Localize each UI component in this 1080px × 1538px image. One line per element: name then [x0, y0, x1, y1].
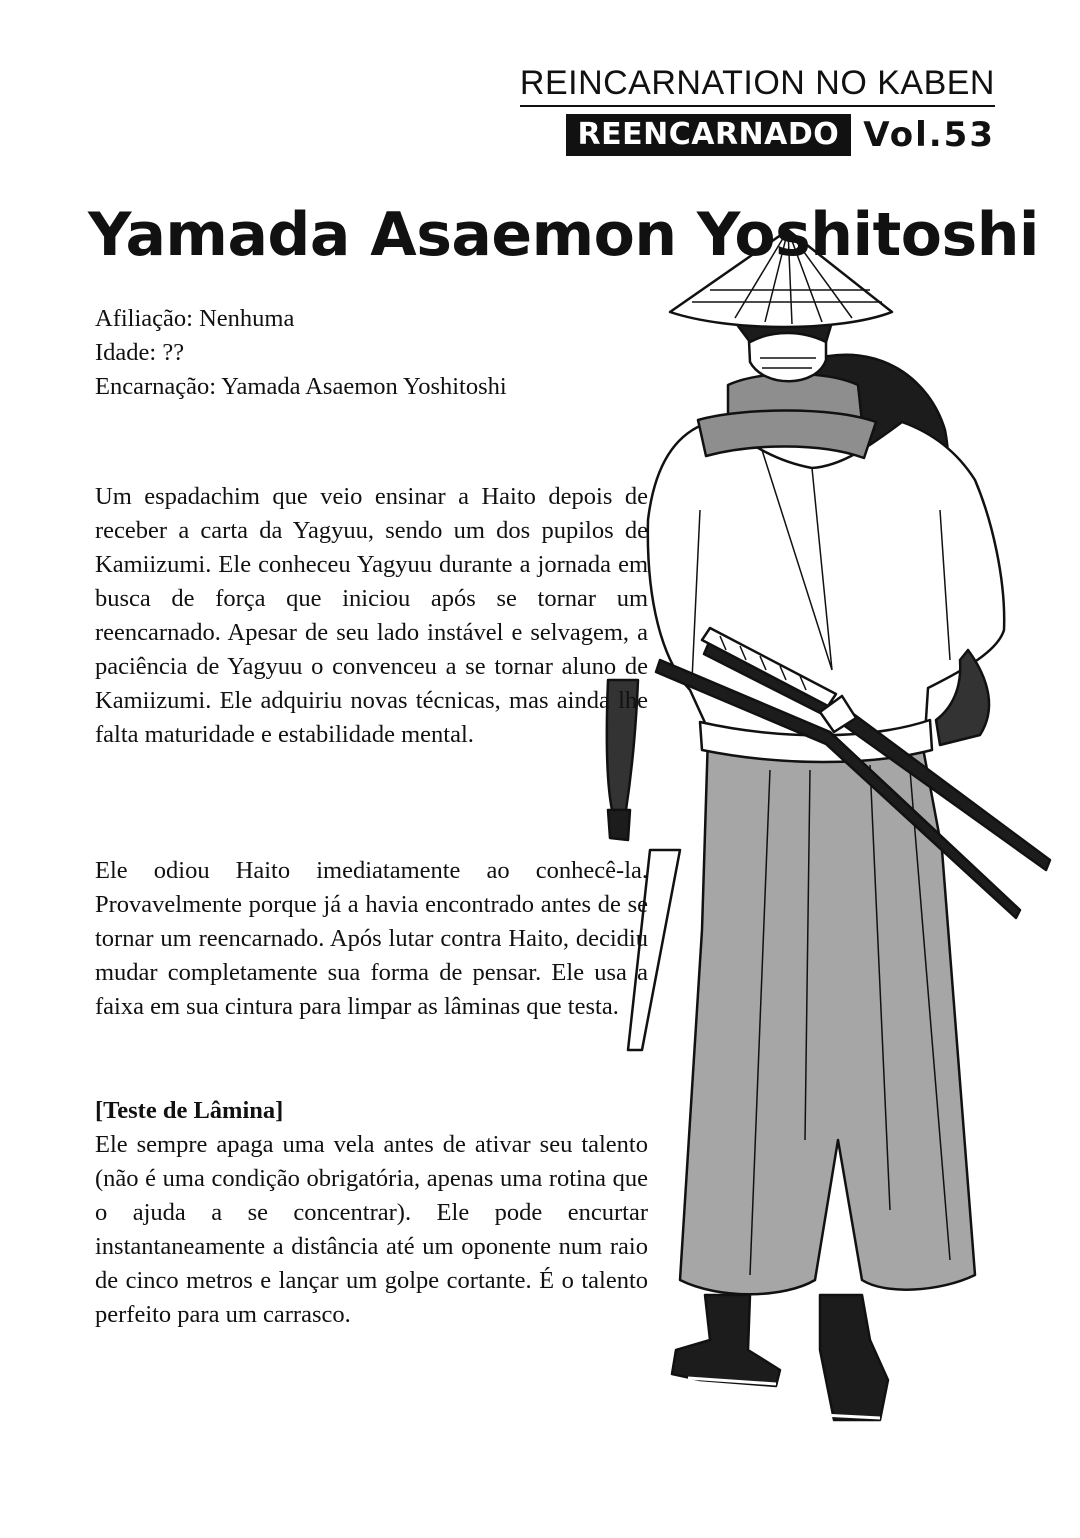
- ability-section: [95, 1094, 648, 1332]
- character-name: Yamada Asaemon Yoshitoshi: [88, 200, 1039, 270]
- ability-title: [Teste de Lâmina]: [95, 1097, 284, 1124]
- hakama: [680, 732, 975, 1294]
- volume-header: [566, 114, 995, 156]
- samurai-illustration: [580, 210, 1080, 1450]
- bio-paragraph-2: [95, 854, 648, 1024]
- incarnation-line: Encarnação: Yamada Asaemon Yoshitoshi: [95, 373, 507, 400]
- bio-text-1: Um espadachim que veio ensinar a Haito depois de receber a carta da Yagyuu, sendo um dos pupilos de Kamiizumi. Ele conheceu Yagyuu durante a jornada em busca de força que iniciou após se tornar um reencarnado. Apesar de seu lado instável e selvagem, a paciência de Yagyuu o convenceu a se tornar aluno de Kamiizumi. Ele adquiriu novas técnicas, mas ainda lhe falta maturidade e estabilidade mental.: [95, 483, 648, 748]
- affiliation-line: Afiliação: Nenhuma: [95, 305, 295, 332]
- series-title: REINCARNATION NO KABEN: [520, 64, 995, 107]
- left-foot: [672, 1295, 780, 1386]
- bio-text-2: Ele odiou Haito imediatamente ao conhecê-la. Provavelmente porque já a havia encontrado antes de se tornar um reencarnado. Após lutar contra Haito, decidiu mudar completamente sua forma de pensar. Ele usa a faixa em sua cintura para limpar as lâminas que testa.: [95, 857, 648, 1020]
- category-badge: REENCARNADO: [566, 114, 852, 156]
- profile-info: [95, 302, 648, 404]
- ability-description: Ele sempre apaga uma vela antes de ativar seu talento (não é uma condição obrigatória, apenas uma rotina que o ajuda a se concentrar). Ele pode encurtar instantaneamente a distância até um oponente num raio de cinco metros e lançar um golpe cortante. É o talento perfeito para um carrasco.: [95, 1131, 648, 1328]
- age-line: Idade: ??: [95, 339, 185, 366]
- volume-label: Vol.53: [863, 115, 995, 155]
- bio-paragraph-1: [95, 480, 648, 752]
- right-foot: [820, 1295, 888, 1420]
